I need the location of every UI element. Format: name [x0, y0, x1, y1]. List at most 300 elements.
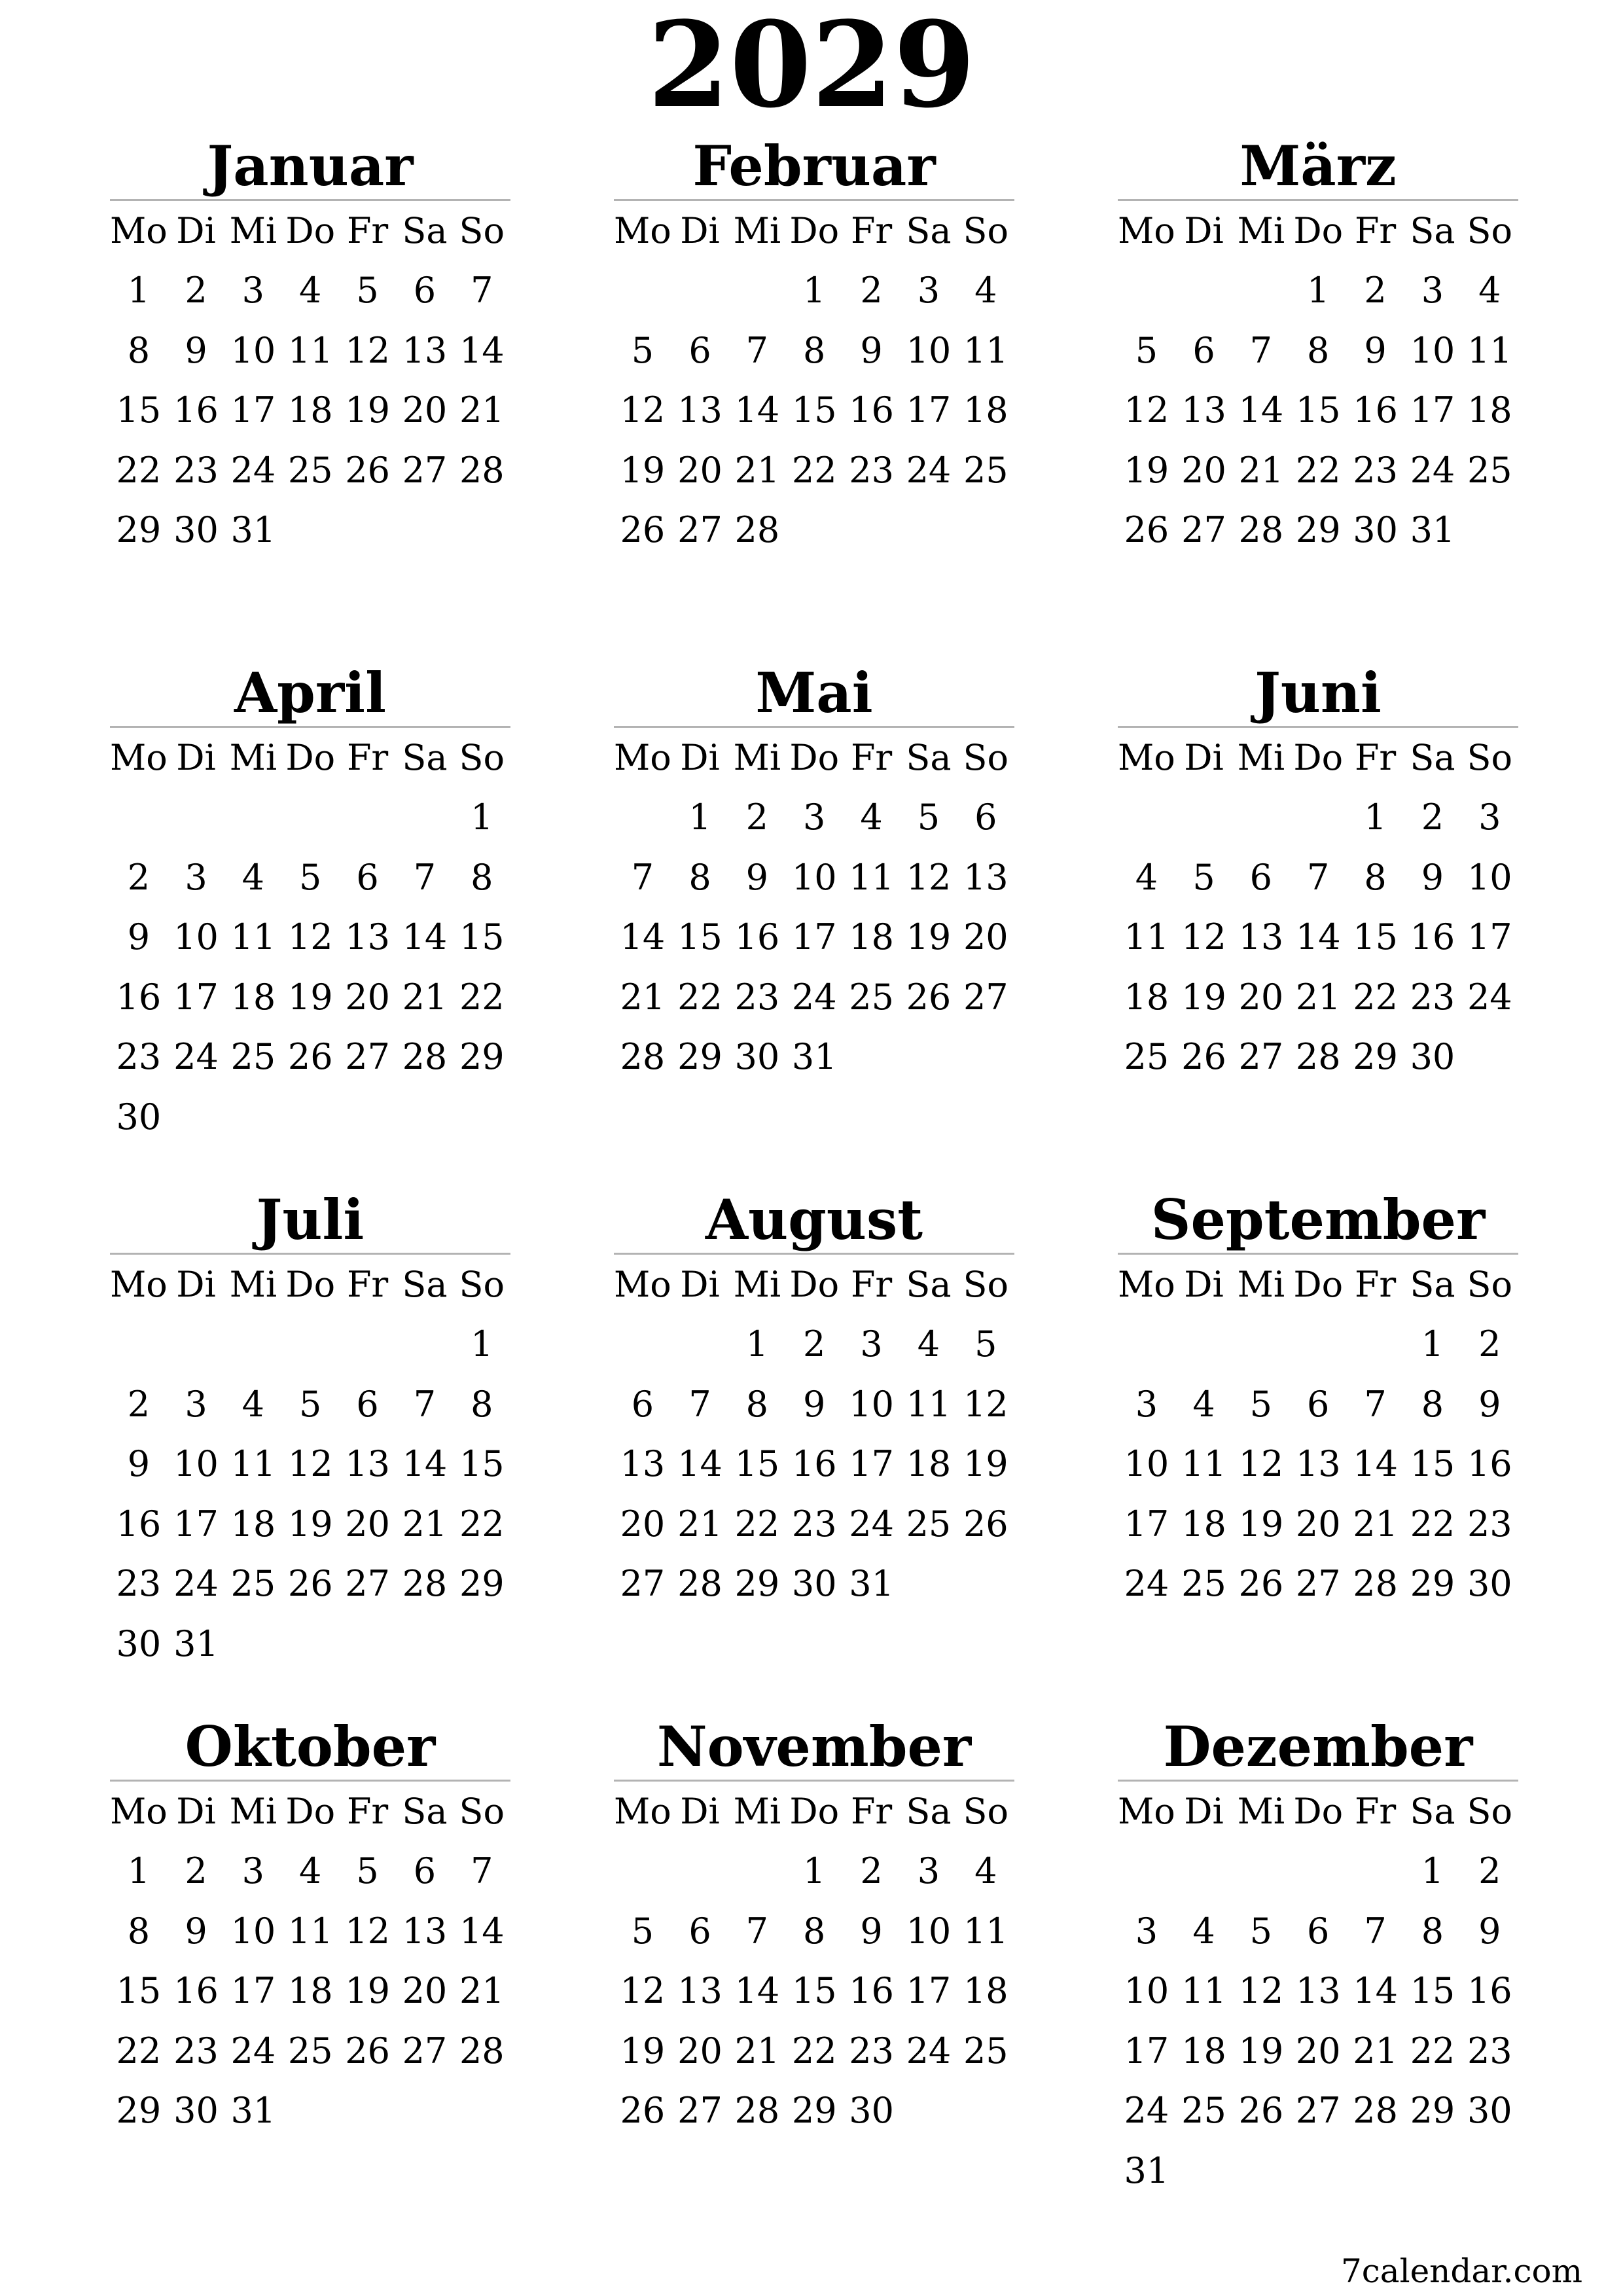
- weekday-label: Fr: [850, 1264, 893, 1305]
- day-cell: 16: [173, 389, 219, 431]
- day-cell: 19: [345, 389, 390, 431]
- day-cell: 9: [803, 1383, 826, 1425]
- empty-day-cell: [1290, 787, 1347, 848]
- day-cell: 6: [1192, 329, 1215, 371]
- weekday-label: Mo: [1118, 1264, 1175, 1305]
- day-cell: 4: [241, 856, 265, 898]
- day-cell: 7: [1364, 1910, 1387, 1952]
- day-cell: 14: [734, 389, 780, 431]
- day-cell: 29: [1353, 1036, 1398, 1077]
- day-cell: 24: [849, 1503, 894, 1545]
- month-name: November: [656, 1714, 972, 1779]
- day-cell: 7: [471, 270, 493, 311]
- day-cell: 12: [963, 1383, 1008, 1425]
- day-cell: 9: [1478, 1910, 1501, 1952]
- day-cell: 25: [1124, 1036, 1169, 1077]
- day-cell: 22: [116, 2030, 162, 2072]
- day-cell: 10: [230, 329, 276, 371]
- day-cell: 14: [620, 916, 666, 958]
- day-cell: 11: [230, 916, 276, 958]
- month-name: Februar: [692, 134, 936, 198]
- weekday-label: Fr: [1354, 1264, 1397, 1305]
- weekday-label: Mi: [1237, 1791, 1285, 1832]
- day-cell: 14: [402, 1443, 448, 1484]
- weekday-label: Mi: [229, 1791, 277, 1832]
- day-cell: 25: [1467, 449, 1512, 491]
- day-cell: 24: [906, 2030, 952, 2072]
- empty-day-cell: [1175, 1841, 1232, 1901]
- day-cell: 22: [791, 2030, 837, 2072]
- empty-day-cell: [1232, 260, 1289, 321]
- day-cell: 19: [1124, 449, 1169, 491]
- weekday-label: So: [459, 737, 505, 778]
- day-cell: 26: [1238, 2090, 1284, 2131]
- weekday-label: So: [459, 1791, 505, 1832]
- day-cell: 30: [1467, 1563, 1512, 1604]
- day-cell: 22: [1410, 2030, 1455, 2072]
- weekday-label: Sa: [1410, 210, 1455, 251]
- month-name: Juni: [1255, 660, 1382, 725]
- day-cell: 28: [402, 1563, 448, 1604]
- day-cell: 12: [287, 1443, 333, 1484]
- day-cell: 27: [963, 976, 1008, 1018]
- month-name: Juli: [256, 1187, 365, 1252]
- day-cell: 15: [116, 389, 162, 431]
- day-cell: 7: [1307, 856, 1330, 898]
- day-cell: 9: [1478, 1383, 1501, 1425]
- weekday-label: Sa: [402, 1791, 448, 1832]
- day-cell: 14: [459, 329, 505, 371]
- month-name: März: [1240, 134, 1397, 198]
- empty-day-cell: [614, 260, 671, 321]
- day-cell: 10: [230, 1910, 276, 1952]
- day-cell: 18: [906, 1443, 952, 1484]
- day-cell: 19: [287, 976, 333, 1018]
- day-cell: 29: [791, 2090, 837, 2131]
- day-cell: 3: [803, 797, 826, 838]
- day-cell: 25: [906, 1503, 952, 1545]
- day-cell: 3: [185, 1383, 207, 1425]
- day-cell: 2: [745, 797, 769, 838]
- weekday-label: Fr: [850, 1791, 893, 1832]
- day-cell: 5: [974, 1323, 997, 1365]
- day-cell: 10: [791, 856, 837, 898]
- empty-day-cell: [1118, 787, 1175, 848]
- day-cell: 27: [677, 509, 722, 550]
- day-cell: 12: [1181, 916, 1226, 958]
- day-cell: 7: [745, 329, 769, 371]
- day-cell: 20: [677, 449, 722, 491]
- weekday-label: Sa: [402, 1264, 448, 1305]
- day-cell: 24: [1124, 2090, 1169, 2131]
- day-cell: 23: [173, 2030, 219, 2072]
- day-cell: 18: [963, 1970, 1008, 2011]
- day-cell: 23: [1410, 976, 1455, 1018]
- weekday-label: Mi: [733, 1791, 781, 1832]
- weekday-label: Di: [1184, 1791, 1224, 1832]
- day-cell: 1: [471, 1323, 493, 1365]
- day-cell: 28: [1238, 509, 1284, 550]
- day-cell: 9: [860, 1910, 883, 1952]
- day-cell: 18: [287, 389, 333, 431]
- day-cell: 15: [1410, 1970, 1455, 2011]
- empty-day-cell: [1175, 260, 1232, 321]
- day-cell: 1: [1421, 1850, 1444, 1892]
- day-cell: 7: [1364, 1383, 1387, 1425]
- day-cell: 8: [127, 1910, 151, 1952]
- day-cell: 26: [620, 2090, 666, 2131]
- day-cell: 29: [1295, 509, 1341, 550]
- day-cell: 21: [459, 1970, 505, 2011]
- month-block: [614, 660, 1014, 1087]
- weekday-label: Mi: [1237, 210, 1285, 251]
- day-cell: 6: [688, 329, 711, 371]
- empty-day-cell: [1175, 1314, 1232, 1374]
- day-cell: 28: [1353, 2090, 1398, 2131]
- empty-day-cell: [168, 1314, 224, 1374]
- day-cell: 11: [287, 329, 333, 371]
- weekday-label: Mo: [614, 737, 671, 778]
- empty-day-cell: [1232, 1841, 1289, 1901]
- month-block: [1118, 134, 1518, 560]
- day-cell: 1: [127, 1850, 151, 1892]
- day-grid: [110, 1255, 510, 1674]
- day-cell: 31: [230, 2090, 276, 2131]
- empty-day-cell: [224, 787, 281, 848]
- weekday-label: So: [459, 1264, 505, 1305]
- weekday-label: Mo: [110, 737, 168, 778]
- day-cell: 9: [127, 1443, 151, 1484]
- day-cell: 10: [1410, 329, 1455, 371]
- day-cell: 10: [173, 916, 219, 958]
- day-cell: 21: [1238, 449, 1284, 491]
- weekday-label: Sa: [906, 737, 952, 778]
- day-cell: 28: [459, 449, 505, 491]
- day-cell: 29: [677, 1036, 722, 1077]
- day-cell: 7: [631, 856, 654, 898]
- day-cell: 30: [173, 509, 219, 550]
- day-cell: 12: [1238, 1970, 1284, 2011]
- day-cell: 14: [1238, 389, 1284, 431]
- day-cell: 17: [1410, 389, 1455, 431]
- day-cell: 31: [849, 1563, 894, 1604]
- day-cell: 21: [402, 976, 448, 1018]
- empty-day-cell: [396, 1314, 453, 1374]
- day-cell: 13: [620, 1443, 666, 1484]
- day-cell: 1: [745, 1323, 769, 1365]
- empty-day-cell: [110, 1314, 168, 1374]
- day-cell: 30: [173, 2090, 219, 2131]
- weekday-label: Mi: [1237, 737, 1285, 778]
- day-cell: 21: [402, 1503, 448, 1545]
- day-cell: 6: [631, 1383, 654, 1425]
- day-cell: 13: [963, 856, 1008, 898]
- weekday-label: So: [459, 210, 505, 251]
- day-cell: 17: [230, 1970, 276, 2011]
- day-cell: 21: [1353, 2030, 1398, 2072]
- weekday-label: Do: [1293, 737, 1344, 778]
- day-cell: 27: [402, 449, 448, 491]
- month-block: [614, 1714, 1014, 2141]
- day-cell: 5: [299, 1383, 322, 1425]
- day-cell: 21: [1295, 976, 1341, 1018]
- weekday-label: Mo: [1118, 210, 1175, 251]
- empty-day-cell: [728, 260, 785, 321]
- day-cell: 26: [963, 1503, 1008, 1545]
- day-cell: 29: [459, 1036, 505, 1077]
- weekday-label: Fr: [1354, 737, 1397, 778]
- day-cell: 3: [1478, 797, 1501, 838]
- day-cell: 5: [917, 797, 940, 838]
- day-cell: 21: [677, 1503, 722, 1545]
- weekday-label: Mo: [110, 1264, 168, 1305]
- day-cell: 17: [1467, 916, 1512, 958]
- day-cell: 26: [287, 1036, 333, 1077]
- empty-day-cell: [1290, 1841, 1347, 1901]
- weekday-label: Do: [789, 1791, 840, 1832]
- day-cell: 7: [413, 856, 437, 898]
- weekday-label: Sa: [1410, 1791, 1455, 1832]
- day-cell: 3: [185, 856, 207, 898]
- day-cell: 23: [116, 1563, 162, 1604]
- day-cell: 12: [620, 1970, 666, 2011]
- weekday-label: So: [1467, 1791, 1513, 1832]
- day-cell: 27: [1295, 1563, 1341, 1604]
- day-cell: 6: [413, 1850, 437, 1892]
- day-grid: [1118, 1255, 1518, 1614]
- empty-day-cell: [1175, 787, 1232, 848]
- day-cell: 4: [860, 797, 883, 838]
- day-cell: 16: [116, 1503, 162, 1545]
- weekday-label: Mo: [110, 210, 168, 251]
- day-cell: 20: [620, 1503, 666, 1545]
- weekday-label: Sa: [402, 210, 448, 251]
- empty-day-cell: [1290, 1314, 1347, 1374]
- month-name: August: [705, 1187, 923, 1252]
- day-cell: 16: [1410, 916, 1455, 958]
- day-cell: 18: [287, 1970, 333, 2011]
- day-cell: 22: [1410, 1503, 1455, 1545]
- day-cell: 12: [620, 389, 666, 431]
- day-cell: 14: [402, 916, 448, 958]
- day-cell: 25: [963, 2030, 1008, 2072]
- empty-day-cell: [110, 787, 168, 848]
- day-cell: 6: [1307, 1383, 1330, 1425]
- day-cell: 14: [1353, 1443, 1398, 1484]
- day-cell: 9: [185, 329, 207, 371]
- day-cell: 25: [1181, 1563, 1226, 1604]
- day-cell: 16: [1353, 389, 1398, 431]
- day-cell: 4: [974, 270, 997, 311]
- weekday-label: Mi: [733, 737, 781, 778]
- day-cell: 23: [1353, 449, 1398, 491]
- day-cell: 13: [1295, 1970, 1341, 2011]
- day-cell: 4: [241, 1383, 265, 1425]
- day-cell: 20: [402, 389, 448, 431]
- day-cell: 11: [287, 1910, 333, 1952]
- day-cell: 18: [1181, 2030, 1226, 2072]
- day-cell: 1: [803, 270, 826, 311]
- weekday-label: Di: [176, 737, 216, 778]
- day-cell: 25: [287, 449, 333, 491]
- day-cell: 26: [620, 509, 666, 550]
- day-cell: 29: [459, 1563, 505, 1604]
- day-cell: 22: [677, 976, 722, 1018]
- day-cell: 25: [963, 449, 1008, 491]
- day-cell: 8: [803, 329, 826, 371]
- day-cell: 23: [173, 449, 219, 491]
- day-cell: 4: [1192, 1910, 1215, 1952]
- day-cell: 20: [1295, 2030, 1341, 2072]
- day-cell: 11: [906, 1383, 952, 1425]
- day-cell: 12: [906, 856, 952, 898]
- day-cell: 2: [803, 1323, 826, 1365]
- day-cell: 31: [1410, 509, 1455, 550]
- day-cell: 18: [230, 976, 276, 1018]
- day-cell: 23: [1467, 1503, 1512, 1545]
- day-cell: 18: [849, 916, 894, 958]
- weekday-label: Sa: [906, 1791, 952, 1832]
- day-cell: 5: [1249, 1910, 1273, 1952]
- day-cell: 8: [688, 856, 711, 898]
- weekday-label: Do: [285, 737, 336, 778]
- day-grid: [110, 1782, 510, 2141]
- day-cell: 28: [402, 1036, 448, 1077]
- empty-day-cell: [1118, 1314, 1175, 1374]
- day-cell: 9: [1364, 329, 1387, 371]
- day-cell: 27: [345, 1563, 390, 1604]
- day-cell: 8: [1421, 1910, 1444, 1952]
- day-cell: 16: [791, 1443, 837, 1484]
- day-grid: [110, 728, 510, 1147]
- weekday-label: Di: [176, 1264, 216, 1305]
- empty-day-cell: [1232, 1314, 1289, 1374]
- weekday-label: Di: [680, 737, 720, 778]
- day-cell: 17: [906, 1970, 952, 2011]
- day-cell: 27: [345, 1036, 390, 1077]
- day-cell: 1: [127, 270, 151, 311]
- weekday-label: Mi: [229, 210, 277, 251]
- day-cell: 2: [1421, 797, 1444, 838]
- weekday-label: Sa: [1410, 1264, 1455, 1305]
- day-cell: 11: [1181, 1443, 1226, 1484]
- day-cell: 17: [173, 1503, 219, 1545]
- day-cell: 16: [849, 389, 894, 431]
- month-block: [110, 1714, 510, 2141]
- weekday-label: Fr: [850, 210, 893, 251]
- weekday-label: Fr: [850, 737, 893, 778]
- empty-day-cell: [1118, 260, 1175, 321]
- day-cell: 25: [849, 976, 894, 1018]
- day-cell: 23: [116, 1036, 162, 1077]
- day-cell: 4: [974, 1850, 997, 1892]
- day-cell: 15: [116, 1970, 162, 2011]
- day-cell: 21: [1353, 1503, 1398, 1545]
- day-cell: 19: [620, 449, 666, 491]
- day-cell: 7: [688, 1383, 711, 1425]
- day-cell: 16: [1467, 1970, 1512, 2011]
- day-cell: 14: [1353, 1970, 1398, 2011]
- month-name: Januar: [207, 134, 414, 198]
- day-cell: 30: [1353, 509, 1398, 550]
- day-cell: 24: [791, 976, 837, 1018]
- weekday-label: Mi: [733, 210, 781, 251]
- day-cell: 20: [677, 2030, 722, 2072]
- day-cell: 24: [173, 1563, 219, 1604]
- weekday-label: Mi: [733, 1264, 781, 1305]
- day-cell: 28: [1295, 1036, 1341, 1077]
- day-cell: 20: [402, 1970, 448, 2011]
- day-cell: 15: [459, 1443, 505, 1484]
- day-cell: 29: [1410, 1563, 1455, 1604]
- day-cell: 15: [677, 916, 722, 958]
- day-cell: 4: [1478, 270, 1501, 311]
- day-cell: 8: [1421, 1383, 1444, 1425]
- day-cell: 19: [1238, 1503, 1284, 1545]
- empty-day-cell: [1347, 1314, 1404, 1374]
- day-cell: 2: [1478, 1323, 1501, 1365]
- day-cell: 1: [1307, 270, 1330, 311]
- day-cell: 9: [127, 916, 151, 958]
- day-cell: 24: [230, 2030, 276, 2072]
- day-cell: 24: [1124, 1563, 1169, 1604]
- day-cell: 23: [849, 2030, 894, 2072]
- day-cell: 1: [803, 1850, 826, 1892]
- day-cell: 10: [906, 1910, 952, 1952]
- day-cell: 11: [1181, 1970, 1226, 2011]
- weekday-label: Do: [789, 737, 840, 778]
- day-cell: 19: [620, 2030, 666, 2072]
- day-cell: 24: [173, 1036, 219, 1077]
- day-cell: 25: [1181, 2090, 1226, 2131]
- day-cell: 5: [356, 1850, 379, 1892]
- day-cell: 28: [734, 2090, 780, 2131]
- day-cell: 20: [1295, 1503, 1341, 1545]
- day-cell: 21: [620, 976, 666, 1018]
- weekday-label: Mo: [1118, 737, 1175, 778]
- day-cell: 12: [345, 329, 390, 371]
- day-cell: 6: [1249, 856, 1273, 898]
- day-cell: 9: [185, 1910, 207, 1952]
- weekday-label: Do: [1293, 210, 1344, 251]
- day-cell: 20: [345, 1503, 390, 1545]
- weekday-label: Sa: [906, 210, 952, 251]
- month-name: Dezember: [1163, 1714, 1473, 1779]
- day-cell: 26: [906, 976, 952, 1018]
- day-cell: 21: [734, 449, 780, 491]
- weekday-label: Fr: [1354, 1791, 1397, 1832]
- day-cell: 18: [963, 389, 1008, 431]
- day-cell: 8: [471, 1383, 493, 1425]
- weekday-label: Sa: [1410, 737, 1455, 778]
- month-block: [614, 134, 1014, 560]
- day-cell: 21: [459, 389, 505, 431]
- day-cell: 18: [230, 1503, 276, 1545]
- day-cell: 2: [860, 1850, 883, 1892]
- day-cell: 28: [734, 509, 780, 550]
- day-cell: 14: [677, 1443, 722, 1484]
- day-cell: 6: [356, 1383, 379, 1425]
- day-cell: 30: [116, 1623, 162, 1664]
- day-cell: 8: [471, 856, 493, 898]
- empty-day-cell: [282, 787, 339, 848]
- day-cell: 23: [1467, 2030, 1512, 2072]
- day-cell: 31: [230, 509, 276, 550]
- day-cell: 15: [459, 916, 505, 958]
- day-cell: 7: [471, 1850, 493, 1892]
- day-cell: 12: [287, 916, 333, 958]
- day-cell: 22: [459, 1503, 505, 1545]
